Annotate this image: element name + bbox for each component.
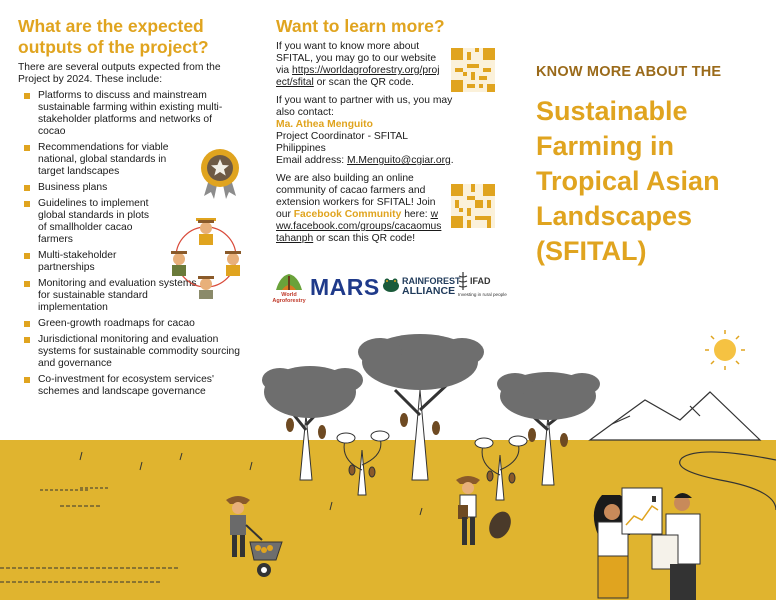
list-item: Recommendations for viable national, global standards in target landscapes — [18, 142, 188, 178]
tree-center — [358, 334, 484, 480]
partner-logos — [272, 270, 522, 310]
professionals-with-chart — [594, 488, 700, 600]
bullet-icon — [24, 201, 30, 207]
sun-icon — [705, 330, 745, 370]
list-item: Co-investment for ecosystem services' schemes and landscape governance — [18, 374, 238, 398]
rainforest-alliance-logo: RAINFOREST ALLIANCE — [402, 276, 461, 297]
farm-illustration — [0, 320, 776, 600]
world-agroforestry-logo — [272, 270, 306, 292]
learn-more-heading: Want to learn more? — [276, 16, 445, 36]
mars-logo: MARS — [310, 274, 380, 300]
bullet-icon — [24, 93, 30, 99]
cover-pretitle: KNOW MORE ABOUT THE — [536, 64, 722, 80]
community-paragraph: We are also building an online community of cacao farmers and extension workers for SFITAL! Join our Facebook Community here: www.facebook.com/groups/cacaomustahanph or scan this QR code! — [276, 173, 442, 244]
mountains — [590, 392, 760, 440]
tree-left — [262, 366, 363, 480]
outputs-heading-line1: What are the expected — [18, 16, 204, 36]
outputs-heading — [18, 16, 248, 58]
list-item: Guidelines to implement global standards in plots of smallholder cacao farmers — [18, 198, 188, 246]
partner-paragraph: If you want to partner with us, you may also contact: Ma. Athea Menguito Project Coordinator - SFITAL Philippines Email address: M.Menguito@cgiar.org. — [276, 95, 454, 166]
medal-icon — [196, 146, 244, 200]
list-item: Business plans — [18, 182, 188, 194]
frog-icon — [382, 276, 400, 294]
bullet-icon — [24, 253, 30, 259]
ifad-logo: IFAD — [470, 276, 491, 286]
facebook-community-label: Facebook Community — [293, 209, 402, 220]
list-item: Jurisdictional monitoring and evaluation systems for sustainable commodity sourcing and governance — [18, 334, 248, 370]
email-link[interactable]: M.Menguito@cgiar.org — [346, 155, 451, 166]
ifad-icon — [458, 272, 468, 290]
tree-right — [497, 372, 600, 485]
contact-name: Ma. Athea Menguito — [276, 119, 373, 130]
road — [680, 452, 776, 510]
farmer-with-basket — [456, 476, 515, 545]
farmer-with-wheelbarrow — [226, 496, 282, 577]
website-paragraph: If you want to know more about SFITAL, you may go to our website via https://worldagroforestry.org/project/sfital or scan the QR code. — [276, 41, 440, 88]
cover-title: Sustainable Farming in Tropical Asian Landscapes (SFITAL) — [536, 96, 720, 266]
list-item: Platforms to discuss and mainstream sustainable farming within existing multi-stakeholder platforms and networks of cocao — [18, 90, 238, 138]
cover-panel — [536, 64, 766, 269]
list-item: Monitoring and evaluation systems for sustainable standard implementation — [18, 278, 238, 314]
bullet-icon — [24, 185, 30, 191]
website-link[interactable]: https://worldagroforestry.org/project/sfital — [276, 65, 440, 88]
outputs-intro: There are several outputs expected from the Project by 2024. These include: — [18, 62, 221, 85]
world-agroforestry-text: World Agroforestry — [272, 292, 306, 304]
ifad-tagline: Investing in rural people — [458, 292, 507, 297]
bullet-icon — [24, 145, 30, 151]
bullet-icon — [24, 281, 30, 287]
network-icon — [166, 214, 246, 300]
contact-role: Project Coordinator - SFITAL Philippines — [276, 131, 408, 154]
qr-code-facebook[interactable] — [451, 184, 495, 228]
list-item: Green-growth roadmaps for cacao — [18, 318, 238, 330]
outputs-heading-line2: outputs of the project? — [18, 37, 209, 57]
facebook-link[interactable]: www.facebook.com/groups/cacaomustahanph — [276, 209, 442, 244]
qr-code-website[interactable] — [451, 48, 495, 92]
cacao-saplings — [337, 431, 527, 500]
list-item: Multi-stakeholder partnerships — [18, 250, 188, 274]
